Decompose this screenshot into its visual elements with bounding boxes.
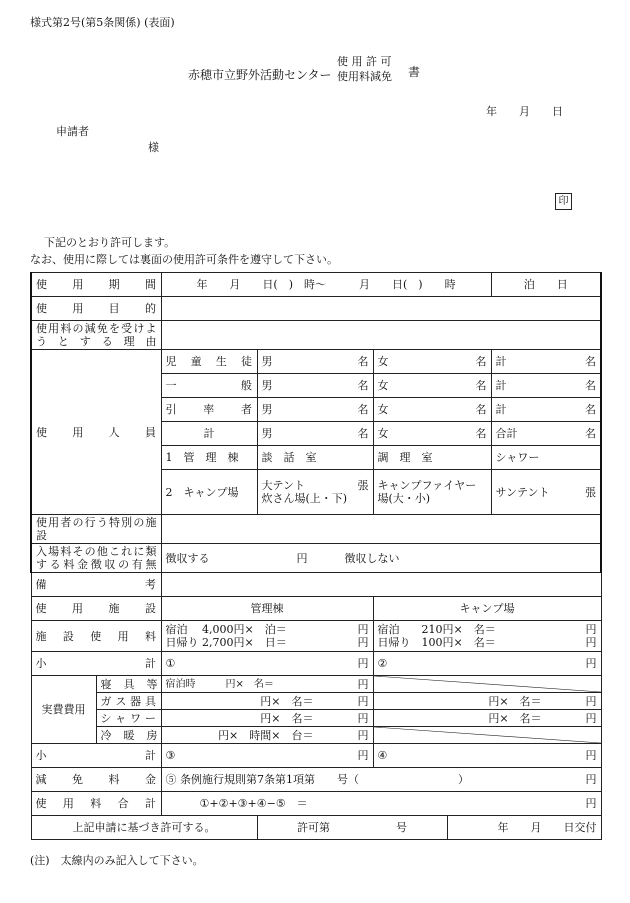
row-subtotal-1 bbox=[31, 652, 601, 676]
special-label: 使用者の行う特別の施設 bbox=[31, 515, 161, 544]
users-label: 使 用 人 員 bbox=[31, 350, 161, 515]
total-count[interactable]: 計 名 bbox=[491, 374, 601, 398]
notice-line-1: 下記のとおり許可します。 bbox=[44, 236, 176, 249]
user-category: 計 bbox=[161, 422, 257, 446]
purpose-field[interactable] bbox=[161, 297, 601, 321]
footnote: (注) 太線内のみ記入して下さい。 bbox=[30, 854, 204, 867]
seal-stamp: 印 bbox=[555, 193, 572, 210]
total-count[interactable]: 計 名 bbox=[491, 398, 601, 422]
reason-label: 使用料の減免を受けようとする理由 bbox=[31, 321, 161, 350]
jippi-row-4 bbox=[31, 727, 601, 744]
male-count[interactable]: 男 名 bbox=[257, 374, 373, 398]
jippi-name: 冷 暖 房 bbox=[96, 727, 161, 744]
jippi-name: ガス器具 bbox=[96, 693, 161, 710]
title-organization: 赤穂市立野外活動センター bbox=[188, 68, 332, 82]
title-suffix: 書 bbox=[408, 65, 421, 79]
nights-value[interactable]: 泊 日 bbox=[491, 273, 601, 297]
jippi-left[interactable]: 円× 時間× 台＝ 円 bbox=[161, 727, 373, 744]
title-option-permit: 使 用 許 可 bbox=[337, 55, 392, 68]
jippi-name: 寝 具 等 bbox=[96, 676, 161, 693]
row-total bbox=[31, 792, 601, 816]
subtotal-4[interactable]: ④ 円 bbox=[373, 744, 601, 768]
camp-header: キャンプ場 bbox=[373, 597, 601, 621]
camp-fee[interactable]: 宿泊 210円× 名＝ 円 日帰り 100円× 名＝ 円 bbox=[373, 621, 601, 652]
form-code: 様式第2号(第5条関係) (表面) bbox=[30, 16, 175, 29]
exempt-field[interactable]: ⑤ 条例施行規則第7条第1項第 号（ ） 円 bbox=[161, 768, 601, 792]
approval-text: 上記申請に基づき許可する。 bbox=[31, 816, 257, 840]
applicant-label: 申請者 bbox=[56, 125, 89, 138]
kanri-fee[interactable]: 宿泊 4,000円× 泊＝ 円 日帰り 2,700円× 日＝ 円 bbox=[161, 621, 373, 652]
kanri-danwa[interactable]: 談 話 室 bbox=[257, 446, 373, 470]
jippi-left[interactable]: 円× 名＝ 円 bbox=[161, 693, 373, 710]
female-count[interactable]: 女 名 bbox=[373, 398, 491, 422]
camp-label: 2 キャンプ場 bbox=[161, 470, 257, 515]
row-period bbox=[31, 273, 601, 297]
camp-fire[interactable]: キャンプファイヤー場(大・小) bbox=[373, 470, 491, 515]
male-count[interactable]: 男 名 bbox=[257, 398, 373, 422]
purpose-label: 使 用 目 的 bbox=[31, 297, 161, 321]
jippi-row-1 bbox=[31, 676, 601, 693]
title-option-exempt: 使用料減免 bbox=[337, 70, 392, 83]
users-row-1 bbox=[31, 350, 601, 374]
fee-choice[interactable]: 徴収する 円 徴収しない bbox=[161, 544, 601, 573]
kanri-header: 管理棟 bbox=[161, 597, 373, 621]
subtotal-label: 小 計 bbox=[31, 652, 161, 676]
kanri-shower[interactable]: シャワー bbox=[491, 446, 601, 470]
row-reason bbox=[31, 321, 601, 350]
honorific: 様 bbox=[148, 141, 159, 154]
jippi-left[interactable]: 宿泊時 円× 名＝ 円 bbox=[161, 676, 373, 693]
period-label: 使 用 期 間 bbox=[31, 273, 161, 297]
notice-line-2: なお、使用に際しては裏面の使用許可条件を遵守して下さい。 bbox=[30, 253, 338, 266]
row-exempt bbox=[31, 768, 601, 792]
application-table bbox=[30, 272, 602, 840]
reason-field[interactable] bbox=[161, 321, 601, 350]
permit-number[interactable]: 許可第 号 bbox=[257, 816, 447, 840]
jippi-left[interactable]: 円× 名＝ 円 bbox=[161, 710, 373, 727]
row-approval bbox=[31, 816, 601, 840]
user-category: 引 率 者 bbox=[161, 398, 257, 422]
remarks-field[interactable] bbox=[161, 573, 601, 597]
male-count[interactable]: 男 名 bbox=[257, 350, 373, 374]
subtotal-2[interactable]: ② 円 bbox=[373, 652, 601, 676]
jippi-label: 実費費用 bbox=[31, 676, 96, 744]
total-field[interactable]: ①+②+③+④−⑤ ＝ 円 bbox=[161, 792, 601, 816]
row-special bbox=[31, 515, 601, 544]
jippi-right[interactable]: 円× 名＝ 円 bbox=[373, 710, 601, 727]
jippi-right[interactable]: 円× 名＝ 円 bbox=[373, 693, 601, 710]
jippi-row-2 bbox=[31, 693, 601, 710]
fee-label: 入場料その他これに類する料金徴収の有無 bbox=[31, 544, 161, 573]
jippi-right-struck bbox=[373, 676, 601, 693]
row-subtotal-2 bbox=[31, 744, 601, 768]
subtotal-label: 小 計 bbox=[31, 744, 161, 768]
facility-label: 使 用 施 設 bbox=[31, 597, 161, 621]
row-fee-use bbox=[31, 621, 601, 652]
kanri-chouri[interactable]: 調 理 室 bbox=[373, 446, 491, 470]
total-label: 使 用 料 合 計 bbox=[31, 792, 161, 816]
female-count[interactable]: 女 名 bbox=[373, 422, 491, 446]
user-category: 一 般 bbox=[161, 374, 257, 398]
date-line: 年 月 日 bbox=[486, 105, 563, 118]
female-count[interactable]: 女 名 bbox=[373, 374, 491, 398]
fee-use-label: 施 設 使 用 料 bbox=[31, 621, 161, 652]
jippi-row-3 bbox=[31, 710, 601, 727]
row-purpose bbox=[31, 297, 601, 321]
total-count[interactable]: 計 名 bbox=[491, 350, 601, 374]
exempt-label: 減 免 料 金 bbox=[31, 768, 161, 792]
remarks-label: 備 考 bbox=[31, 573, 161, 597]
issue-date[interactable]: 年 月 日交付 bbox=[447, 816, 601, 840]
subtotal-1[interactable]: ① 円 bbox=[161, 652, 373, 676]
jippi-name: シャワー bbox=[96, 710, 161, 727]
camp-tent[interactable]: 大テント 張 炊さん場(上・下) bbox=[257, 470, 373, 515]
female-count[interactable]: 女 名 bbox=[373, 350, 491, 374]
row-remarks bbox=[31, 573, 601, 597]
row-fee bbox=[31, 544, 601, 573]
subtotal-3[interactable]: ③ 円 bbox=[161, 744, 373, 768]
jippi-right-struck bbox=[373, 727, 601, 744]
kanri-label: 1 管 理 棟 bbox=[161, 446, 257, 470]
special-field[interactable] bbox=[161, 515, 601, 544]
camp-suntent[interactable]: サンテント 張 bbox=[491, 470, 601, 515]
user-category: 児 童 生 徒 bbox=[161, 350, 257, 374]
male-count[interactable]: 男 名 bbox=[257, 422, 373, 446]
grand-total-count[interactable]: 合計 名 bbox=[491, 422, 601, 446]
row-facility bbox=[31, 597, 601, 621]
period-value[interactable]: 年 月 日( ) 時〜 月 日( ) 時 bbox=[161, 273, 491, 297]
